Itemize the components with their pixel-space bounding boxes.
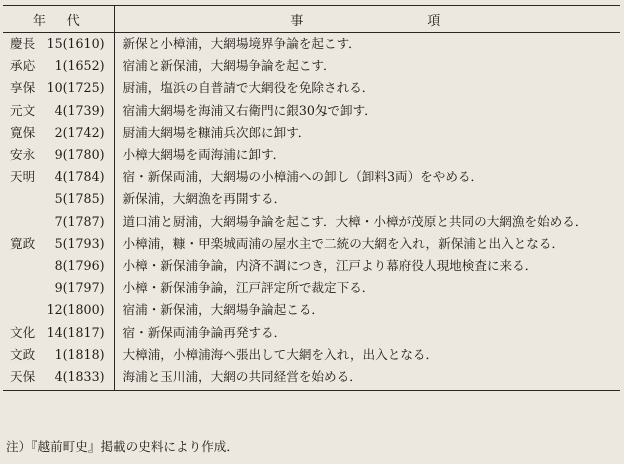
era-cell <box>3 322 114 344</box>
chronology-table <box>3 5 620 391</box>
era-year: 7(1787) <box>54 213 105 229</box>
table-row <box>3 299 620 321</box>
era-year: 4(1784) <box>54 169 105 185</box>
event-cell: 新保浦，大網漁を再開する． <box>122 191 287 207</box>
era-year: 10(1725) <box>46 80 105 96</box>
era-year: 4(1833) <box>54 369 105 385</box>
event-cell: 厨浦大網場を糠浦兵次郎に卸す． <box>122 124 311 140</box>
era-year: 5(1785) <box>54 191 105 207</box>
table-row <box>3 55 620 77</box>
event-cell: 大樟浦，小樟浦海へ張出して大網を入れ，出入となる． <box>122 346 439 362</box>
era-cell <box>3 77 114 99</box>
event-cell: 小樟大網場を両海浦に卸す． <box>122 147 286 163</box>
era-name: 寛保 <box>10 124 36 140</box>
table-row <box>3 211 620 233</box>
era-name: 慶長 <box>10 36 36 51</box>
era-cell <box>3 166 114 188</box>
table-row <box>3 100 620 122</box>
era-cell <box>3 100 114 122</box>
event-cell: 道口浦と厨浦，大網場争論を起こす．大樟・小樟が茂原と共同の大網漁を始める． <box>122 213 588 229</box>
event-cell: 宿浦・新保浦，大網場争論起こる． <box>122 302 324 318</box>
era-cell <box>3 33 114 56</box>
era-name: 寛政 <box>10 235 36 251</box>
table-row <box>3 77 620 99</box>
era-name: 天明 <box>10 169 36 185</box>
era-cell <box>3 366 114 391</box>
era-cell <box>3 299 114 321</box>
table-row <box>3 366 620 391</box>
header-event <box>114 6 620 33</box>
event-cell: 宿浦大網場を海浦又右衛門に銀30匁で卸す． <box>122 102 377 118</box>
table-row <box>3 277 620 299</box>
event-cell: 小樟浦，糠・甲楽城両浦の屋水主で二統の大網を入れ，新保浦と出入となる． <box>122 235 565 251</box>
era-cell <box>3 233 114 255</box>
era-cell <box>3 277 114 299</box>
event-cell: 宿・新保両浦争論再発する． <box>122 324 287 340</box>
era-year: 1(1652) <box>54 58 105 74</box>
event-cell: 厨浦，塩浜の自普請で大網役を免除される． <box>122 80 375 96</box>
event-cell: 宿浦と新保浦，大網場争論を起こす． <box>122 58 336 74</box>
table-row <box>3 122 620 144</box>
table-row <box>3 188 620 210</box>
era-name: 文化 <box>10 324 36 340</box>
era-name: 元文 <box>10 102 36 118</box>
era-name: 安永 <box>10 147 36 163</box>
table-row <box>3 33 620 56</box>
event-cell: 小樟・新保浦争論，内済不調につき，江戸より幕府役人現地検査に来る． <box>122 258 538 274</box>
era-name: 文政 <box>10 346 36 362</box>
table-row <box>3 166 620 188</box>
era-year: 15(1610) <box>46 36 105 51</box>
era-year: 1(1818) <box>54 346 105 362</box>
event-cell: 海浦と玉川浦，大網の共同経営を始める． <box>114 366 620 391</box>
table-row <box>3 144 620 166</box>
era-name: 天保 <box>10 369 36 385</box>
footnote: 注）『越前町史』掲載の史料により作成． <box>6 439 239 454</box>
era-cell <box>3 255 114 277</box>
era-cell <box>3 211 114 233</box>
event-cell: 新保と小樟浦，大網場境界争論を起こす． <box>122 36 361 51</box>
era-cell <box>3 344 114 366</box>
header-event-part-2: 項 <box>427 13 445 29</box>
table-header <box>3 6 620 33</box>
era-year: 14(1817) <box>46 324 105 340</box>
era-cell <box>3 188 114 210</box>
era-year: 9(1797) <box>54 280 105 296</box>
era-year: 4(1739) <box>54 102 105 118</box>
event-cell: 宿・新保両浦，大網場の小樟浦への卸し（卸料3両）をやめる． <box>122 169 484 185</box>
table-row <box>3 233 620 255</box>
era-year: 12(1800) <box>46 302 105 318</box>
era-year: 2(1742) <box>54 124 105 140</box>
era-name: 享保 <box>10 80 36 96</box>
era-cell <box>3 55 114 77</box>
table-row <box>3 322 620 344</box>
event-cell: 小樟・新保浦争論，江戸評定所で裁定下る． <box>122 280 375 296</box>
table-row <box>3 255 620 277</box>
header-event-part-1: 事 <box>290 13 308 29</box>
table-body <box>3 33 620 391</box>
era-year: 8(1796) <box>54 258 105 274</box>
era-cell <box>3 144 114 166</box>
table-row <box>3 344 620 366</box>
era-cell <box>3 122 114 144</box>
era-year: 9(1780) <box>54 147 105 163</box>
era-name: 承応 <box>10 58 36 74</box>
era-year: 5(1793) <box>54 235 105 251</box>
header-era: 年 代 <box>3 6 114 33</box>
